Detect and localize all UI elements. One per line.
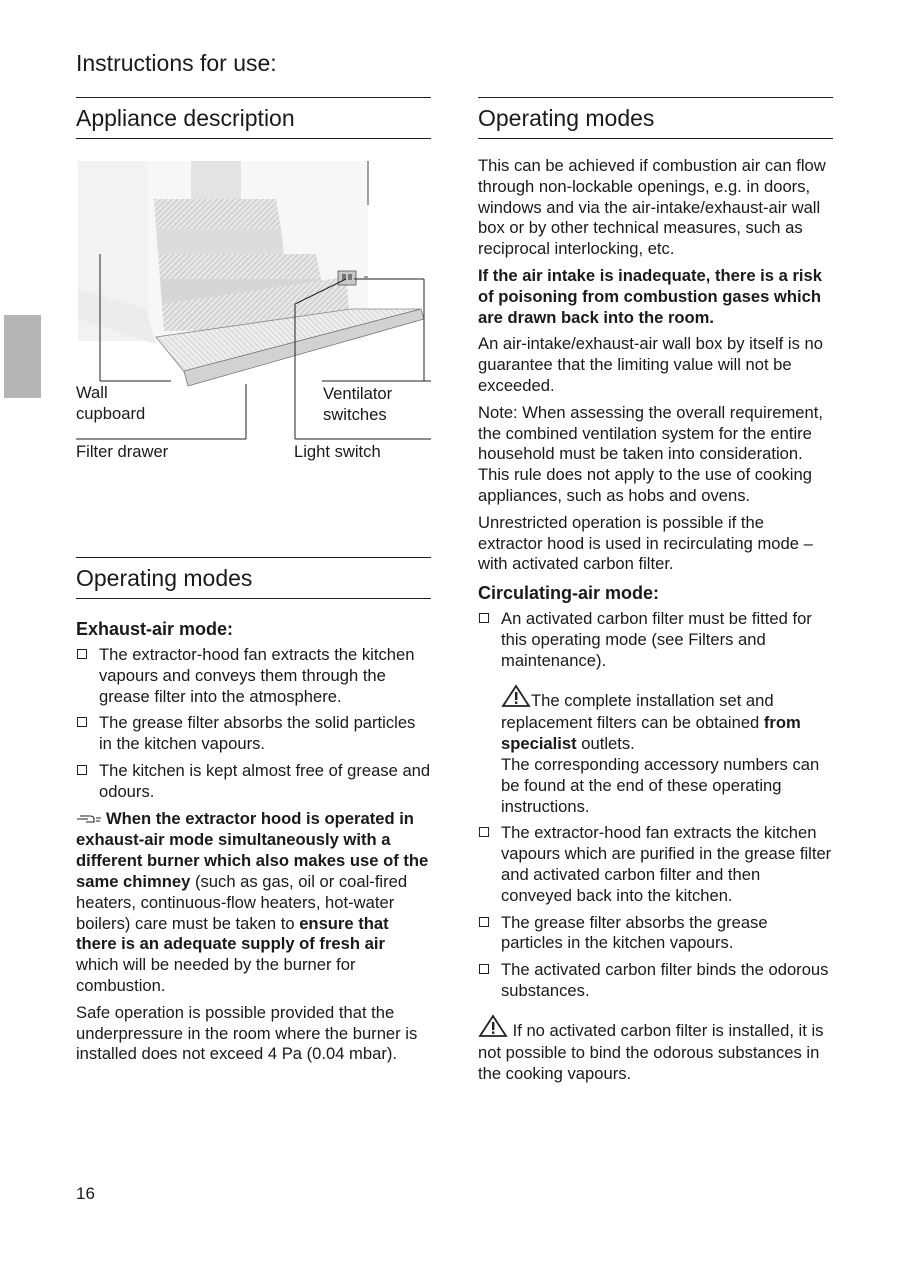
circulating-list (478, 823, 833, 1001)
checkbox-icon (479, 613, 489, 623)
list-item: The grease filter absorbs the grease particles in the kitchen vapours. (478, 913, 833, 955)
label-light-switch: Light switch (294, 442, 381, 461)
appliance-section (76, 97, 431, 139)
exhaust-air-list (76, 645, 431, 803)
wallbox-text: An air-intake/exhaust-air wall box by itself is no guarantee that the limiting value will not be exceeded. (478, 334, 823, 395)
list-item: The grease filter absorbs the solid particles in the kitchen vapours. (76, 713, 431, 755)
chimney-note: When the extractor hood is operated in exhaust-air mode simultaneously with a different burner which also makes use of the same chimney (such as gas, oil or coal-fired heaters, continuous-flow heaters, hot-water boilers) care must be taken to ensure that there is an adequate supply of fresh air which will be needed by the burner for combustion. (76, 808, 429, 995)
operating-modes-right (478, 97, 833, 1091)
warning-triangle-icon (501, 684, 531, 714)
exhaust-air-heading: Exhaust-air mode: (76, 619, 234, 639)
unrestricted-text: Unrestricted operation is possible if the extractor hood is used in recirculating mode – with activated carbon filter. (478, 512, 813, 574)
label-ventilator-switches (323, 383, 392, 425)
chapter-tab (4, 315, 41, 398)
appliance-heading: Appliance description (76, 97, 431, 139)
list-item: The extractor-hood fan extracts the kitchen vapours which are purified in the grease filter and activated carbon filter and then conveyed back into the kitchen. (478, 823, 833, 906)
appliance-illustration (76, 159, 431, 469)
circulating-list-top (478, 609, 833, 671)
carbon-filter-warning: If no activated carbon filter is installed, it is not possible to bind the odorous substances in the cooking vapours. (478, 1014, 833, 1085)
circulating-air-heading: Circulating-air mode: (478, 583, 660, 604)
installation-warning: The complete installation set and replacement filters can be obtained from specialist outlets. The corresponding accessory numbers can be found at the end of these operating instructions. (478, 684, 833, 818)
operating-modes-left (76, 557, 431, 1071)
label-ventilator: Ventilator (323, 384, 393, 403)
operating-modes-heading: Operating modes (76, 557, 431, 599)
operating-modes-heading-right: Operating modes (478, 97, 833, 139)
page-number: 16 (76, 1184, 95, 1203)
list-item: An activated carbon filter must be fitted for this operating mode (see Filters and maintenance). (478, 609, 833, 671)
warning-triangle-icon (478, 1014, 508, 1044)
checkbox-icon (77, 717, 87, 727)
poisoning-warning: If the air intake is inadequate, there is a risk of poisoning from combustion gases which are drawn back into the room. (478, 265, 822, 327)
checkbox-icon (77, 765, 87, 775)
list-item: The extractor-hood fan extracts the kitchen vapours and conveys them through the grease filter into the atmosphere. (76, 645, 431, 707)
checkbox-icon (479, 917, 489, 927)
page-title: Instructions for use: (76, 50, 277, 76)
checkbox-icon (479, 964, 489, 974)
list-item: The activated carbon filter binds the odorous substances. (478, 960, 833, 1002)
accessory-numbers-text: The corresponding accessory numbers can be found at the end of these operating instructions. (501, 754, 820, 816)
label-filter-drawer: Filter drawer (76, 442, 169, 461)
list-item: The kitchen is kept almost free of grease and odours. (76, 761, 431, 803)
note-text: Note: When assessing the overall requirement, the combined ventilation system for the entire household must be taken into consideration. This rule does not apply to the use of cooking appliances, such as hobs and ovens. (478, 402, 823, 505)
label-cupboard: cupboard (76, 404, 146, 423)
intro-text: This can be achieved if combustion air can flow through non-lockable openings, e.g. in doors, windows and via the air-intake/exhaust-air wall box or by other technical measures, such as reciprocal interlocking, etc. (478, 156, 826, 259)
checkbox-icon (479, 827, 489, 837)
label-wall: Wall (76, 383, 108, 402)
pointing-hand-icon (76, 810, 102, 831)
safe-operation-text: Safe operation is possible provided that the underpressure in the room where the burner is installed does not exceed 4 Pa (0.04 mbar). (76, 1002, 418, 1064)
checkbox-icon (77, 649, 87, 659)
label-wall-cupboard (76, 382, 145, 424)
label-switches: switches (323, 405, 387, 424)
